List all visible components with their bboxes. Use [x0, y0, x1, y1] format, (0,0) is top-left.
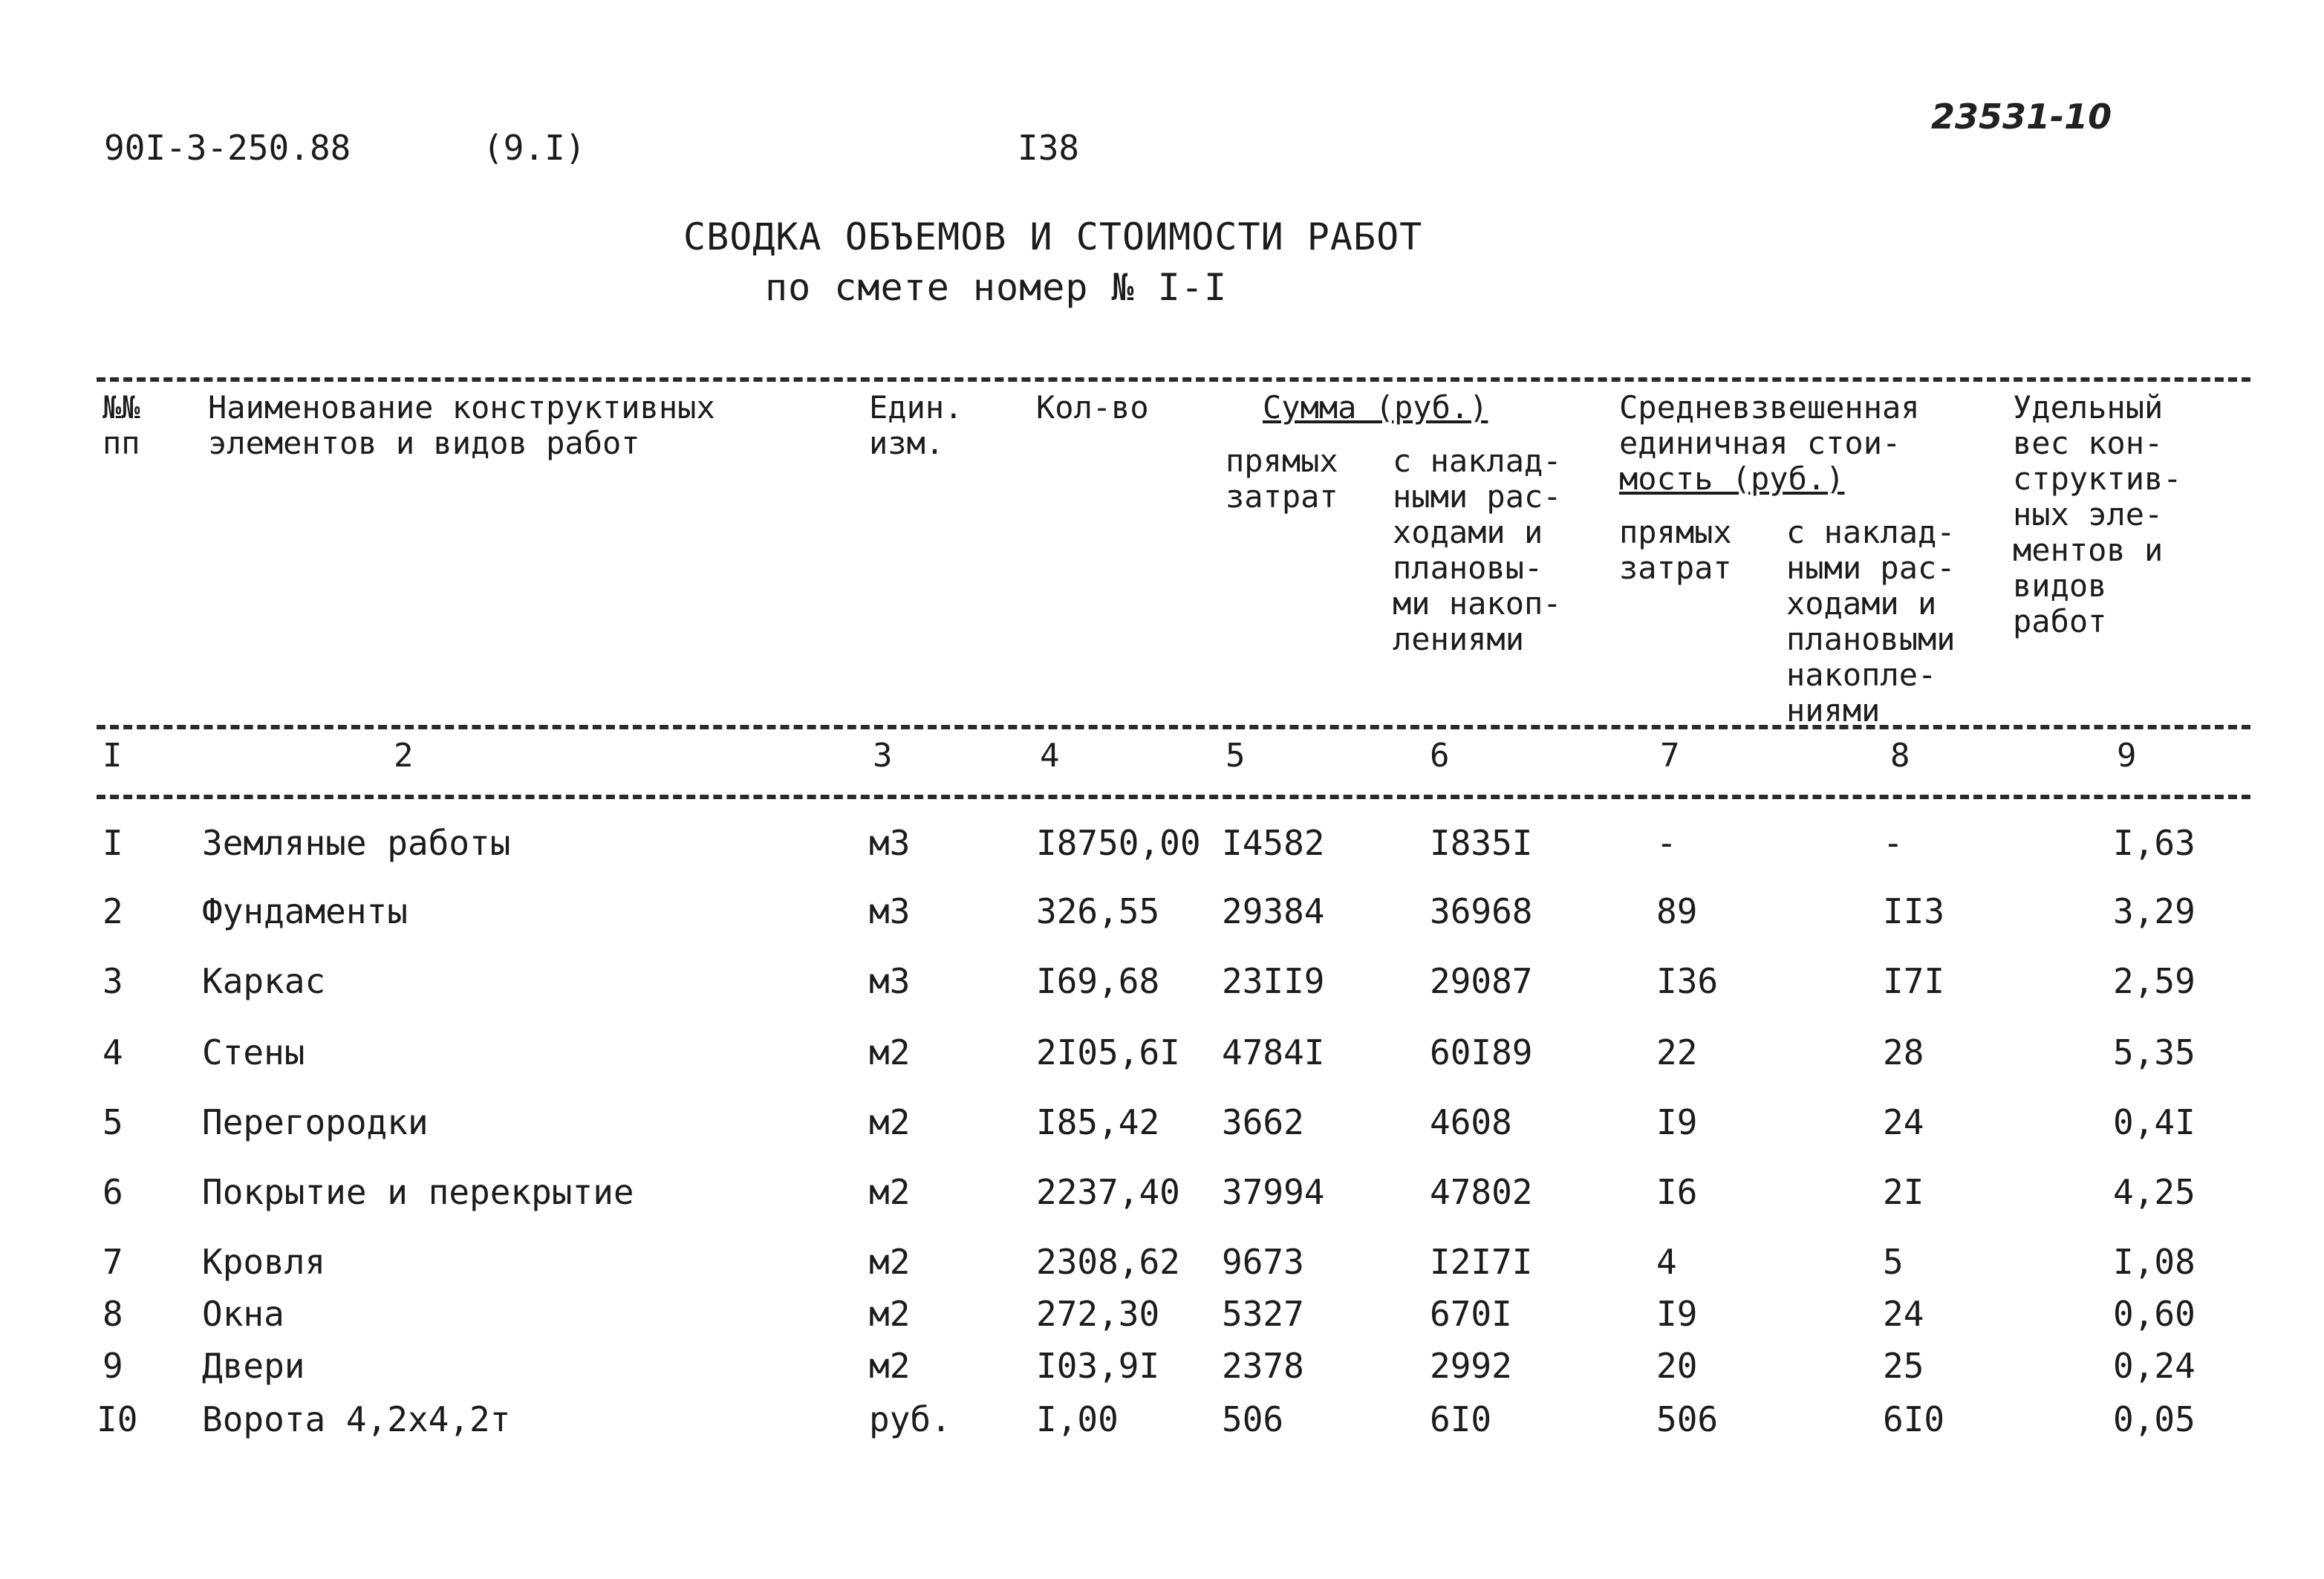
- row-avg-direct: I36: [1656, 961, 1719, 1001]
- row-quantity: I85,42: [1036, 1102, 1160, 1142]
- row-avg-full: 24: [1883, 1294, 1924, 1334]
- col-num-5: 5: [1226, 737, 1246, 775]
- row-unit: м3: [869, 961, 911, 1001]
- row-avg-direct: I6: [1656, 1172, 1698, 1212]
- row-quantity: 326,55: [1036, 891, 1160, 931]
- col-num-1: I: [102, 737, 123, 775]
- row-name: Перегородки: [202, 1102, 429, 1142]
- col-header-avg-line1: Средневзвешенная: [1619, 389, 1920, 426]
- row-name: Покрытие и перекрытие: [202, 1172, 634, 1212]
- col-header-name: Наименование конструктивных элементов и видов работ: [208, 389, 715, 461]
- col-num-8: 8: [1890, 737, 1910, 775]
- row-avg-full: -: [1883, 823, 1904, 863]
- document-code: 90I-3-250.88: [104, 128, 351, 168]
- row-name: Земляные работы: [202, 823, 511, 863]
- row-number: 9: [102, 1346, 123, 1386]
- row-quantity: I03,9I: [1036, 1346, 1160, 1386]
- row-number: 2: [102, 891, 123, 931]
- row-share: I,08: [2113, 1242, 2196, 1282]
- row-direct-cost: 2378: [1222, 1346, 1304, 1386]
- row-direct-cost: 3662: [1222, 1102, 1304, 1142]
- row-number: 5: [102, 1102, 123, 1142]
- row-share: 0,60: [2113, 1294, 2196, 1334]
- row-full-cost: I835I: [1430, 823, 1533, 863]
- row-direct-cost: 23II9: [1222, 961, 1325, 1001]
- row-direct-cost: 29384: [1222, 891, 1325, 931]
- row-number: 8: [102, 1294, 123, 1334]
- col-num-2: 2: [394, 737, 414, 775]
- header-mid-rule: [97, 725, 2250, 729]
- row-name: Фундаменты: [202, 891, 408, 931]
- row-avg-full: 28: [1883, 1032, 1924, 1072]
- row-avg-direct: I9: [1656, 1294, 1698, 1334]
- row-avg-full: 24: [1883, 1102, 1924, 1142]
- row-share: 0,05: [2113, 1399, 2196, 1439]
- row-unit: руб.: [869, 1399, 951, 1439]
- col-header-avg-line2: единичная стои-: [1619, 425, 1901, 461]
- row-avg-full: 2I: [1883, 1172, 1924, 1212]
- col-header-quantity: Кол-во: [1036, 389, 1149, 426]
- col-header-share: Удельный вес кон- структив- ных эле- ментов и видов работ: [2013, 389, 2182, 639]
- handwritten-stamp: 23531-10: [1931, 97, 2112, 137]
- row-share: 4,25: [2113, 1172, 2196, 1212]
- col-num-7: 7: [1660, 737, 1680, 775]
- row-unit: м3: [869, 823, 911, 863]
- row-full-cost: 4608: [1430, 1102, 1512, 1142]
- row-full-cost: 29087: [1430, 961, 1533, 1001]
- row-direct-cost: 37994: [1222, 1172, 1325, 1212]
- col-header-full: с наклад- ными рас- ходами и плановы- ми накоп- лениями: [1393, 443, 1562, 657]
- row-share: 2,59: [2113, 961, 2196, 1001]
- row-name: Стены: [202, 1032, 305, 1072]
- row-unit: м3: [869, 891, 911, 931]
- row-number: 7: [102, 1242, 123, 1282]
- row-quantity: I,00: [1036, 1399, 1119, 1439]
- row-quantity: 2I05,6I: [1036, 1032, 1180, 1072]
- row-unit: м2: [869, 1346, 911, 1386]
- document-title: СВОДКА ОБЪЕМОВ И СТОИМОСТИ РАБОТ: [683, 215, 1423, 258]
- row-full-cost: 2992: [1430, 1346, 1512, 1386]
- row-name: Двери: [202, 1346, 305, 1386]
- row-avg-direct: 89: [1656, 891, 1698, 931]
- col-header-unit: Един. изм.: [869, 389, 963, 461]
- row-direct-cost: 9673: [1222, 1242, 1304, 1282]
- row-share: 0,24: [2113, 1346, 2196, 1386]
- row-avg-full: 25: [1883, 1346, 1924, 1386]
- col-num-9: 9: [2117, 737, 2137, 775]
- row-name: Ворота 4,2х4,2т: [202, 1399, 511, 1439]
- row-full-cost: I2I7I: [1430, 1242, 1533, 1282]
- row-direct-cost: I4582: [1222, 823, 1325, 863]
- row-direct-cost: 4784I: [1222, 1032, 1325, 1072]
- row-direct-cost: 5327: [1222, 1294, 1304, 1334]
- section-number: (9.I): [483, 128, 586, 168]
- row-number: 4: [102, 1032, 123, 1072]
- row-full-cost: 47802: [1430, 1172, 1533, 1212]
- row-number: I0: [97, 1399, 138, 1439]
- row-number: 3: [102, 961, 123, 1001]
- row-avg-full: I7I: [1883, 961, 1945, 1001]
- col-header-avg-line3: мость (руб.): [1619, 460, 1845, 497]
- row-name: Окна: [202, 1294, 284, 1334]
- col-num-3: 3: [873, 737, 893, 775]
- row-unit: м2: [869, 1172, 911, 1212]
- row-avg-full: 6I0: [1883, 1399, 1945, 1439]
- row-number: I: [102, 823, 123, 863]
- row-name: Каркас: [202, 961, 326, 1001]
- row-full-cost: 60I89: [1430, 1032, 1533, 1072]
- row-quantity: 2237,40: [1036, 1172, 1180, 1212]
- row-avg-full: 5: [1883, 1242, 1904, 1282]
- row-quantity: I8750,00: [1036, 823, 1201, 863]
- row-avg-direct: -: [1656, 823, 1677, 863]
- col-header-number: №№ пп: [102, 389, 140, 461]
- row-avg-direct: 20: [1656, 1346, 1698, 1386]
- header-top-rule: [97, 377, 2250, 382]
- col-header-sum-group: Сумма (руб.): [1263, 389, 1488, 426]
- row-avg-direct: 4: [1656, 1242, 1677, 1282]
- row-unit: м2: [869, 1242, 911, 1282]
- row-avg-direct: 22: [1656, 1032, 1698, 1072]
- row-quantity: I69,68: [1036, 961, 1160, 1001]
- row-avg-full: II3: [1883, 891, 1945, 931]
- header-bottom-rule: [97, 795, 2250, 799]
- row-direct-cost: 506: [1222, 1399, 1284, 1439]
- row-share: 3,29: [2113, 891, 2196, 931]
- row-unit: м2: [869, 1294, 911, 1334]
- row-name: Кровля: [202, 1242, 326, 1282]
- row-full-cost: 670I: [1430, 1294, 1512, 1334]
- col-header-direct: прямых затрат: [1226, 443, 1338, 515]
- col-num-6: 6: [1430, 737, 1450, 775]
- row-quantity: 272,30: [1036, 1294, 1160, 1334]
- row-unit: м2: [869, 1032, 911, 1072]
- col-header-avg-full: с наклад- ными рас- ходами и плановыми накопле- ниями: [1786, 514, 1956, 729]
- row-share: I,63: [2113, 823, 2196, 863]
- row-unit: м2: [869, 1102, 911, 1142]
- row-number: 6: [102, 1172, 123, 1212]
- page-number: I38: [1018, 128, 1080, 168]
- col-num-4: 4: [1040, 737, 1060, 775]
- row-quantity: 2308,62: [1036, 1242, 1180, 1282]
- row-full-cost: 6I0: [1430, 1399, 1492, 1439]
- document-subtitle: по смете номер № I-I: [765, 266, 1228, 309]
- row-full-cost: 36968: [1430, 891, 1533, 931]
- row-avg-direct: I9: [1656, 1102, 1698, 1142]
- row-avg-direct: 506: [1656, 1399, 1719, 1439]
- row-share: 0,4I: [2113, 1102, 2196, 1142]
- col-header-avg-direct: прямых затрат: [1619, 514, 1732, 586]
- row-share: 5,35: [2113, 1032, 2196, 1072]
